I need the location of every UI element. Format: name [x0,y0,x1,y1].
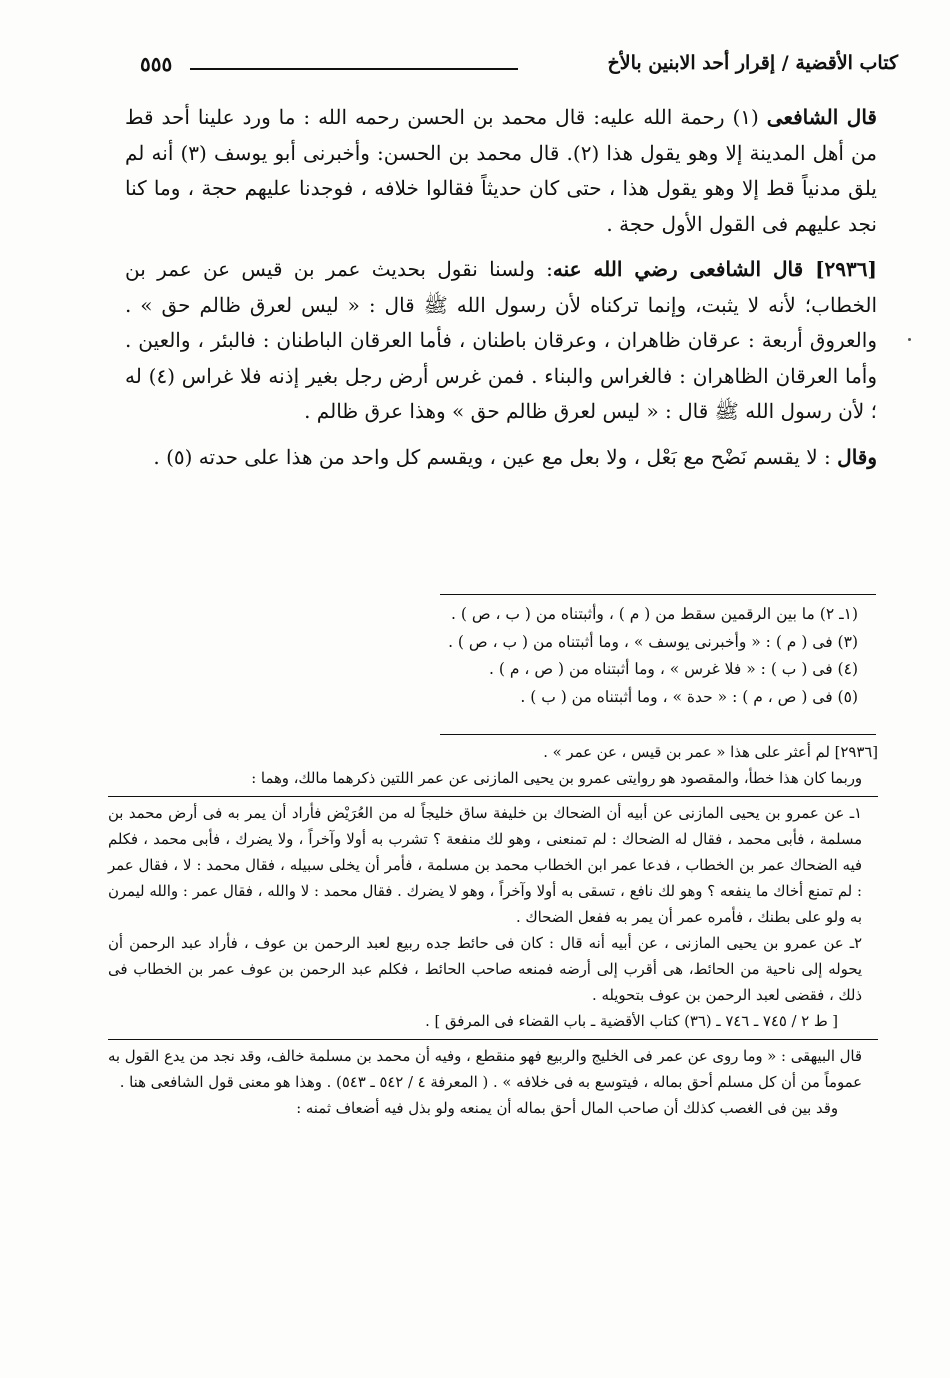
note-paragraph: قال البيهقى : « وما روى عن عمر فى الخليج والربيع فهو منقطع ، وفيه أن محمد بن مسلمة خالف، وقد نجد من يدع القول به عموماً من أن كل مسلم أحق بماله ، فيتوسع به فى خلافه » . ( المعرفة ٤ / ٥٤٢ ـ ٥٤٣) . وهذا هو معنى قول الشافعى هنا . [108,1048,862,1091]
paragraph-2936 [125,252,877,430]
main-text [125,100,877,485]
note-divider [108,796,878,797]
note-paragraph: وقد بين فى الغصب كذلك أن صاحب المال أحق بماله أن يمنعه ولو بذل فيه أضعاف ثمنه : [296,1100,838,1117]
paragraph-3 [125,440,877,476]
note-paragraph: ١ـ عن عمرو بن يحيى المازنى عن أبيه أن الضحاك بن خليفة ساق خليجاً له من العُرَيْض فأراد أن يمر به فى أرض محمد بن مسلمة ، فأبى محمد ، فقال له الضحاك : لم تمنعنى ، وهو لك منفعة ؟ تشرب به أولا وآخراً ، ولا يضرك ، فأبى محمد ، فكلم فيه الضحاك عمر بن الخطاب ، فدعا عمر ابن الخطاب محمد بن مسلمة ، فأمر أن يخلى سبيله ، فقال محمد : لا ، فقال عمر : لم تمنع أخاك ما ينفعه ؟ وهو لك نافع ، تسقى به أولا وآخراً ، وهو لا يضرك . فقال محمد : لا والله ، فقال عمر : والله ليمرن به ولو على بطنك ، فأمره عمر أن يمر به ففعل الضحاك . [108,805,862,926]
footnote: (٣) فى ( م ) : « وأخبرنى يوسف » ، وما أثبتناه من ( ب ، ص ) . [448,632,858,651]
paragraph-1-speaker: قال الشافعى [766,105,877,129]
note-paragraph: وربما كان هذا خطأ، والمقصود هو روايتى عمرو بن يحيى المازنى عن عمر اللتين ذكرهما مالك، وهما : [251,770,862,787]
paragraph-3-speaker: وقال [837,444,877,469]
paragraph-3-text: : لا يقسم نَضْح مع بَعْل ، ولا بعل مع عين ، ويقسم كل واحد من هذا على حدته (٥) . [153,444,838,469]
running-header [140,52,898,92]
note-paragraph: ٢ـ عن عمرو بن يحيى المازنى ، عن أبيه أنه قال : كان فى حائط جده ربيع لعبد الرحمن بن عوف ، فأراد عبد الرحمن أن يحوله إلى ناحية من الحائط، هى أقرب إلى أرضه فمنعه صاحب الحائط ، فكلم عبد الرحمن بن عوف عمر بن الخطاب فى ذلك ، فقضى لعبد الرحمن بن عوف بتحويله . [108,935,862,1004]
footnote: (٥) فى ( ص ، م ) : « حدة » ، وما أثبتناه من ( ب ) . [520,687,858,706]
footnote-separator [440,594,876,595]
paragraph-2936-speaker: [٢٩٣٦] قال الشافعى رضي الله عنه [552,257,877,281]
note-2936: [٢٩٣٦] لم أعثر على هذا « عمر بن قيس ، عن عمر » . [543,744,878,761]
paragraph-1 [125,100,877,242]
footnote: (٤) فى ( ب ) : « فلا غرس » ، وما أثبتناه من ( ص ، م ) . [489,660,858,678]
footnote: (١ـ ٢) ما بين الرقمين سقط من ( م ) ، وأثبتناه من ( ب ، ص ) . [450,605,858,623]
paragraph-1-text: (١) رحمة الله عليه: قال محمد بن الحسن رحمه الله : ما ورد علينا أحد قط من أهل المدينة إلا وهو يقول هذا (٢). قال محمد بن الحسن: وأخبرنى أبو يوسف (٣) أنه لم يلق مدنياً قط إلا وهو يقول هذا ، حتى كان حديثاً فقالوا خلافه ، فوجدنا عليهم حجة ، وما كنا نجد عليهم فى القول الأول حجة . [125,105,877,236]
commentary [108,740,878,1122]
commentary-separator [440,734,876,735]
margin-mark [908,338,911,341]
note-divider [108,1039,878,1040]
header-rule [190,68,518,70]
page-number: ٥٥٥ [140,52,173,76]
chapter-title: كتاب الأقضية / إقرار أحد الابنين بالأخ [607,52,898,74]
paragraph-2936-text: : ولسنا نقول بحديث عمر بن قيس عن عمر بن الخطاب؛ لأنه لا يثبت، وإنما تركناه لأن رسول الله ﷺ قال : « ليس لعرق ظالم حق » . والعروق أربعة : عرقان ظاهران ، وعرقان باطنان ، فأما العرقان الباطنان : فالبئر ، والعين . وأما العرقان الظاهران : فالغراس والبناء . فمن غرس أرض رجل بغير إذنه فلا غراس (٤) له ؛ لأن رسول الله ﷺ قال : « ليس لعرق ظالم حق » وهذا عرق ظالم . [125,257,877,423]
note-reference: [ ط ٢ / ٧٤٥ ـ ٧٤٦ ـ (٣٦) كتاب الأقضية ـ باب القضاء فى المرفق ] . [425,1013,838,1030]
footnotes [440,601,876,711]
